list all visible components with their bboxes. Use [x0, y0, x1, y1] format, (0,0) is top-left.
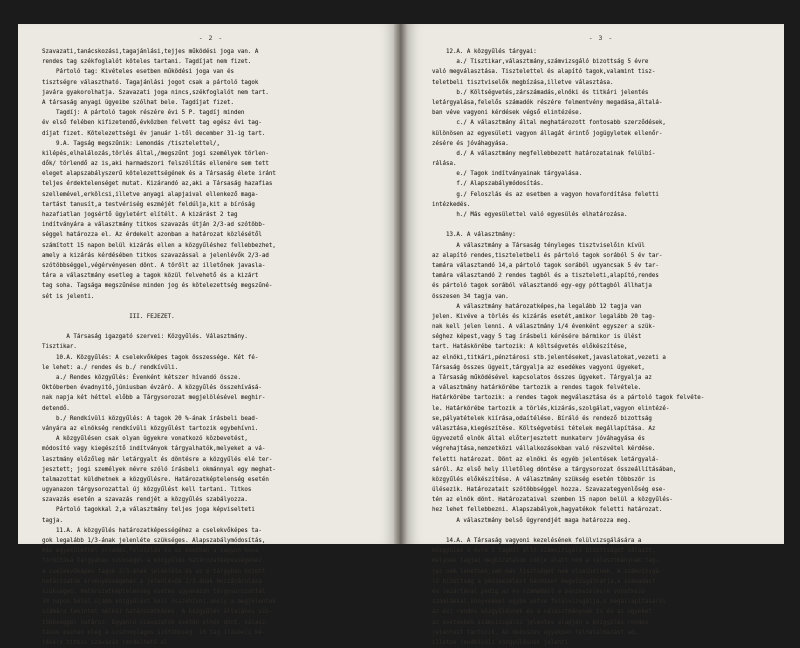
text-line — [42, 302, 380, 312]
text-line: 14.A. A Társaság vagyoni kezelésének felülvizsgálására a — [432, 538, 642, 544]
text-line: javára gyakorolhatja. Szavazati joga nincs,székfoglalót nem tart. — [42, 89, 269, 96]
text-line: a Társaság működésével kapcsolatos összes ügyeket. Tárgyalja az — [432, 375, 652, 381]
text-line: amely a kizárás kérdésében titkos szavazással a jelenlévők 2/3-ad — [42, 252, 269, 259]
text-line: szellemével,erkölcsi,illetve anyagi alapjaival ellenkező maga- — [42, 191, 259, 198]
text-line: Októberben évadnyitó,júniusban évzáró. A közgyűlés összehívásá- — [42, 385, 262, 392]
text-line: év első felében kifizetendő,évközben felvett tag egész évi tag- — [42, 120, 262, 127]
text-line: sáról. Az első hely illetőleg döntése a tárgysorozat összeállításában, — [432, 466, 677, 473]
page-number: - 3 - — [588, 34, 614, 42]
text-line: közgyűlés 5 évre 3 tagból álló számvizsgáló bizottságot választ, — [432, 548, 656, 555]
text-line: rendes tag székfoglalót köteles tartani. Tagdíjat nem fizet. — [42, 59, 252, 66]
text-line: a választmány határkörébe tartozik a rendes tagok felvétele. — [432, 385, 642, 392]
text-line: III. FEJEZET. — [42, 313, 175, 320]
text-line: e./ Tagok indítványainak tárgyalása. — [432, 171, 583, 178]
text-line: g./ Feloszlás és az esetben a vagyon hovafordítása feletti — [432, 191, 659, 198]
text-line: Szavazati,tanácskozási,tagajánlási,tejjes működési joga van. A — [42, 49, 259, 55]
text-line: A választmány belső ügyrendjét maga határozza meg. — [432, 517, 631, 524]
text-line: az esetekben számvizsgálói jelentés alapján a közgyűlés rendes — [432, 619, 649, 626]
text-line: illetve rendkívüli közgyűlésnek jelenti. — [432, 639, 572, 646]
text-line: Pártoló tag: Kivételes esetben működési joga van és — [42, 69, 234, 76]
text-line: hazafiatlan jogsértő ügyletért elítélt. A kizárást 2 tag — [42, 212, 238, 218]
text-line: és pártoló tagok sorából választandó egy-egy póttagból állhatja — [432, 283, 652, 290]
text-line: ványára az elnökség rendkívüli közgyűlést tartozik egybehívni. — [42, 425, 259, 432]
text-line: A választmány a Társaság tényleges tisztviselőin kívül — [432, 242, 645, 249]
page-text — [42, 47, 380, 648]
text-line: végrehajtása,nemzetközi vállalkozásokban való részvétel kérdése. — [432, 446, 656, 453]
text-line: szótöbbséggel,végérvényesen dönt. A törölt az illetőnek javasla- — [42, 262, 266, 269]
text-line: az alapító rendes,tiszteletbeli és pártoló tagok sorából 5 év tar- — [432, 252, 663, 259]
text-line: dők/ törlendő az is,aki harmadszori felszólítás ellenére sem tett — [42, 161, 269, 168]
text-line: detendő. — [42, 405, 70, 412]
text-line: a cselekvőképes tagok 2/3-ának jelenléte és az e tárgyban hozott — [42, 568, 266, 575]
text-line — [42, 322, 380, 332]
text-line: b./ Költségvetés,zárszámadás,elnöki és titkári jelentés — [432, 89, 649, 96]
text-line: tások esetén elég a viszonylagos szótöbbség. 10 tag írásbeli ké- — [42, 629, 266, 636]
text-line: módosító vagy kiegészítő indítványok tárgyalhatók,melyeket a vá- — [42, 446, 266, 453]
text-line: Társaság összes ügyeit,tárgyalja az esedékes vagyoni ügyeket, — [432, 364, 645, 371]
text-line: tamára választandó 2 rendes tagból és a tiszteleti,alapító,rendes — [432, 273, 659, 280]
text-line: számított 15 napon belül kizárás ellen a közgyűléshez fellebbezhet, — [42, 242, 276, 249]
text-line: Pártoló tagokkal 2,a választmány teljes joga képviselteti — [42, 507, 255, 514]
text-line: rálása. — [432, 161, 457, 168]
text-line: az elnöki,titkári,pénztárosi stb.jelentéseket,javaslatokat,vezeti a — [432, 354, 666, 361]
text-line: fordítása tárgyában szükséges a közgyűlés határozatképességéhez — [42, 558, 262, 565]
text-line: ban véve vagyoni kérdések végső elintézése. — [432, 110, 583, 117]
text-line: a./ Tisztikar,választmány,számvizsgáló bizottság 5 évre — [432, 59, 649, 66]
text-line: 13.A. A választmány: — [432, 232, 516, 239]
text-line: számára tekintet nélkül határozatképes. A közgyűlés általános szó- — [42, 609, 273, 616]
text-line: jelentést tartozik. Az ökösszes ügyekben felhatalmazást ad, — [432, 629, 638, 636]
text-line: A választmány határozatképes,ha legalább 12 tagja van — [432, 303, 642, 310]
text-line: intézkedés. — [432, 201, 471, 208]
text-line: közgyűlés előkészítése. A választmány szükség esetén többször is — [432, 476, 656, 483]
page-text — [432, 47, 770, 648]
text-line: Tisztikar. — [42, 344, 77, 351]
text-line: díjat fizet. Kötelezettségi év január 1-től december 31-ig tart. — [42, 130, 266, 137]
text-line: tartást tanusít,a testvériség eszméjét feldúlja,kit a bíróság — [42, 201, 255, 208]
text-line: jai nem lehetnek,sem más tisztséget nem viselhetnek. A számvizsgá- — [432, 568, 663, 575]
text-line: 9.A. Tagság megszűnik: Lemondás /tisztelettel/, — [42, 140, 220, 147]
text-line: teljes érdektelenséget mutat. Kizárandó az,aki a Társaság hazafias — [42, 181, 273, 188]
text-line: sét is jelenti. — [42, 293, 95, 300]
text-line: A közgyűlésen csak olyan ügyekre vonatkozó közbevetést, — [42, 436, 248, 443]
text-line: feletti határozat. Dönt az elnöki és egyéb jelentések letárgyalá- — [432, 456, 659, 463]
text-line: 12.A. A közgyűlés tárgyai: — [432, 49, 537, 55]
text-line: 30 napon belül újabb közgyűlést kell összehívni,amely a megjelentek — [42, 599, 276, 606]
text-line: Határkörébe tartozik: a rendes tagok megválasztása és a pártoló tagok felvéte- — [432, 395, 705, 402]
text-line: többséggel határoz. Egyenlő szavazatok esetén elnök dönt. Válasz- — [42, 619, 269, 626]
page-number: - 2 - — [198, 34, 224, 42]
text-line: jesztett; jogi személyek névre szóló írásbeli okmánnyal egy meghat- — [42, 466, 276, 473]
text-line: tára a választmány esetleg a tagok közül felvehető és a kizárt — [42, 273, 259, 280]
text-line: gok legalább 1/3-ának jelenléte szükséges. Alapszabálymódosítás, — [42, 538, 266, 544]
text-line: le lehet: a./ rendes és b./ rendkívüli. — [42, 364, 179, 371]
text-line: letárgyalása,felelős számadók részére felmentvény megadása,általá- — [432, 99, 663, 106]
text-line: jelen. Kivéve a törlés és kizárás esetét,amikor legalább 20 tag- — [432, 313, 656, 320]
text-line: nak napja két héttel előbb a Tárgysorozat megjelölésével meghir- — [42, 395, 266, 402]
text-line: az évi rendes közgyűlésnek és a választmánynak is és az ügyeket — [432, 609, 652, 616]
text-line: séggel határozza el. Az érdekelt azonban a határozat közlésétől — [42, 232, 262, 239]
text-line: résére titkos szavazás rendelhető el. — [42, 639, 172, 646]
text-line: nak kell jelen lenni. A választmány 1/4 évenként egyszer a szük- — [432, 324, 656, 331]
text-line: tag soha. Tagsága megszűnése minden jog és kötelezettség megszűné- — [42, 283, 273, 290]
text-line: a./ Rendes közgyűlés: Évenként kétszer hívandó össze. — [42, 375, 241, 381]
text-line: tisztségre választható. Tagajánlási jogot csak a pártoló tagok — [42, 79, 259, 86]
text-line: év lezártával pedig az év számadást a pénzkezelésre vonatkozó — [432, 588, 645, 595]
text-line: le. Határkörébe tartozik a törlés,kizárás,szolgálat,vagyon elintézé- — [432, 405, 670, 412]
text-line: melynek tagjai megbízatásuk idője alatt nem a választmánynak tag- — [432, 558, 659, 565]
text-line: talmazottat küldhetnek a közgyűlésre. Határozatképtelenség esetén — [42, 476, 269, 483]
text-line: 11.A. A közgyűlés határozatképességéhez a cselekvőképes ta- — [42, 527, 262, 534]
book-gutter — [394, 24, 408, 544]
text-line: zésére és jóváhagyása. — [432, 140, 509, 147]
text-line: számlákkal,könyvekkel egybe vetve felülvizsgálja,s megállapításáról — [432, 599, 666, 606]
text-line: kilépés,elhalálozás,törlés által,/megszűnt jogi személyek törlen- — [42, 150, 269, 157]
text-line: ülésezik. Határozatait szótöbbséggel hozza. Szavazategyenlőség ese- — [432, 487, 666, 494]
text-line: eleget alapszabályszerű kötelezettségének és a Társaság élete iránt — [42, 171, 276, 178]
text-line: indítványára a választmány titkos szavazás útján 2/3-ad szótöbb- — [42, 222, 266, 229]
text-line: tén az elnök dönt. Határozataival szemben 15 napon belül a közgyűlés- — [432, 497, 673, 504]
text-line: séghez képest,vagy 5 tag írásbeli kérésére bármikor is ülést — [432, 334, 642, 341]
text-line: ügyvezető elnök által előterjesztett munkaterv jóváhagyása és — [432, 436, 645, 443]
text-line: A Társaság igazgató szervei: Közgyűlés. Választmány. — [42, 334, 248, 341]
text-line: határozatok érvényességéhez a jelenlévők 2/3-ának hozzájárulása — [42, 578, 262, 585]
text-line: szavazás esetén a szavazás rendjét a közgyűlés szabályozza. — [42, 497, 248, 504]
text-line: tamára választandó 14,a pártoló tagok sorából ugyancsak 5 év tar- — [432, 262, 659, 269]
text-line: tagja. — [42, 517, 63, 524]
text-line: Tagdíj: A pártoló tagok részére évi 5 P. tagdíj minden — [42, 110, 245, 117]
text-line: d./ A választmány megfellebbezett határozatainak felülbí- — [432, 150, 656, 157]
text-line: A társaság anyagi ügyeibe szólhat bele. Tagdíjat fizet. — [42, 99, 234, 106]
text-line: választása,kiegészítése. Költségvetési tételek megállapítása. Az — [432, 425, 656, 432]
text-line: f./ Alapszabálymódosítás. — [432, 181, 544, 188]
text-line: való megválasztása. Tisztelettel és alapító tagok,valamint tisz- — [432, 69, 656, 76]
text-line: hez lehet fellebbezni. Alapszabályok,hagyatékok feletti határozat. — [432, 507, 663, 514]
text-line: h./ Más egyesülettel való egyesülés elhatározása. — [432, 212, 628, 218]
text-line — [432, 220, 770, 230]
text-line: teletbeli tisztviselők megbízása,illetve választása. — [432, 79, 614, 86]
text-line: más egyesülettel olvadás,feloszlás és az esetben a vagyon hova — [42, 548, 259, 555]
text-line: ugyanazon tárgysorozattal új közgyűlést kell tartani. Titkos — [42, 487, 252, 494]
right-page — [408, 24, 784, 646]
text-line: tart. Hatáskörébe tartozik: A költségvetés előkészítése, — [432, 344, 628, 351]
text-line: c./ A választmány által meghatározott fontosabb szerződések, — [432, 120, 666, 127]
text-line: különösen az egyesületi vagyon állagát érintő jogügyletek ellenőr- — [432, 130, 663, 137]
text-line: szükséges. Határozatképtelenség esetén ugyanazon tárgysorozattal — [42, 588, 266, 595]
text-line: lasztmány előzőleg már letárgyalt és döntésre a közgyűlés elé ter- — [42, 456, 273, 463]
text-line — [432, 526, 770, 536]
text-line: ló bizottság a pénzkezelést bármikor megvizsgálhatja,a számadást — [432, 578, 656, 585]
text-line: b./ Rendkívüli közgyűlés: A tagok 20 %-ának írásbeli bead- — [42, 415, 259, 422]
text-line: se,pályatételek kiírása,odaítélése. Bíráló és rendező bizottság — [432, 415, 652, 422]
left-page — [18, 24, 394, 646]
text-line: összesen 34 tagja van. — [432, 293, 509, 300]
text-line: 10.A. Közgyűlés: A cselekvőképes tagok összessége. Két fé- — [42, 354, 259, 361]
